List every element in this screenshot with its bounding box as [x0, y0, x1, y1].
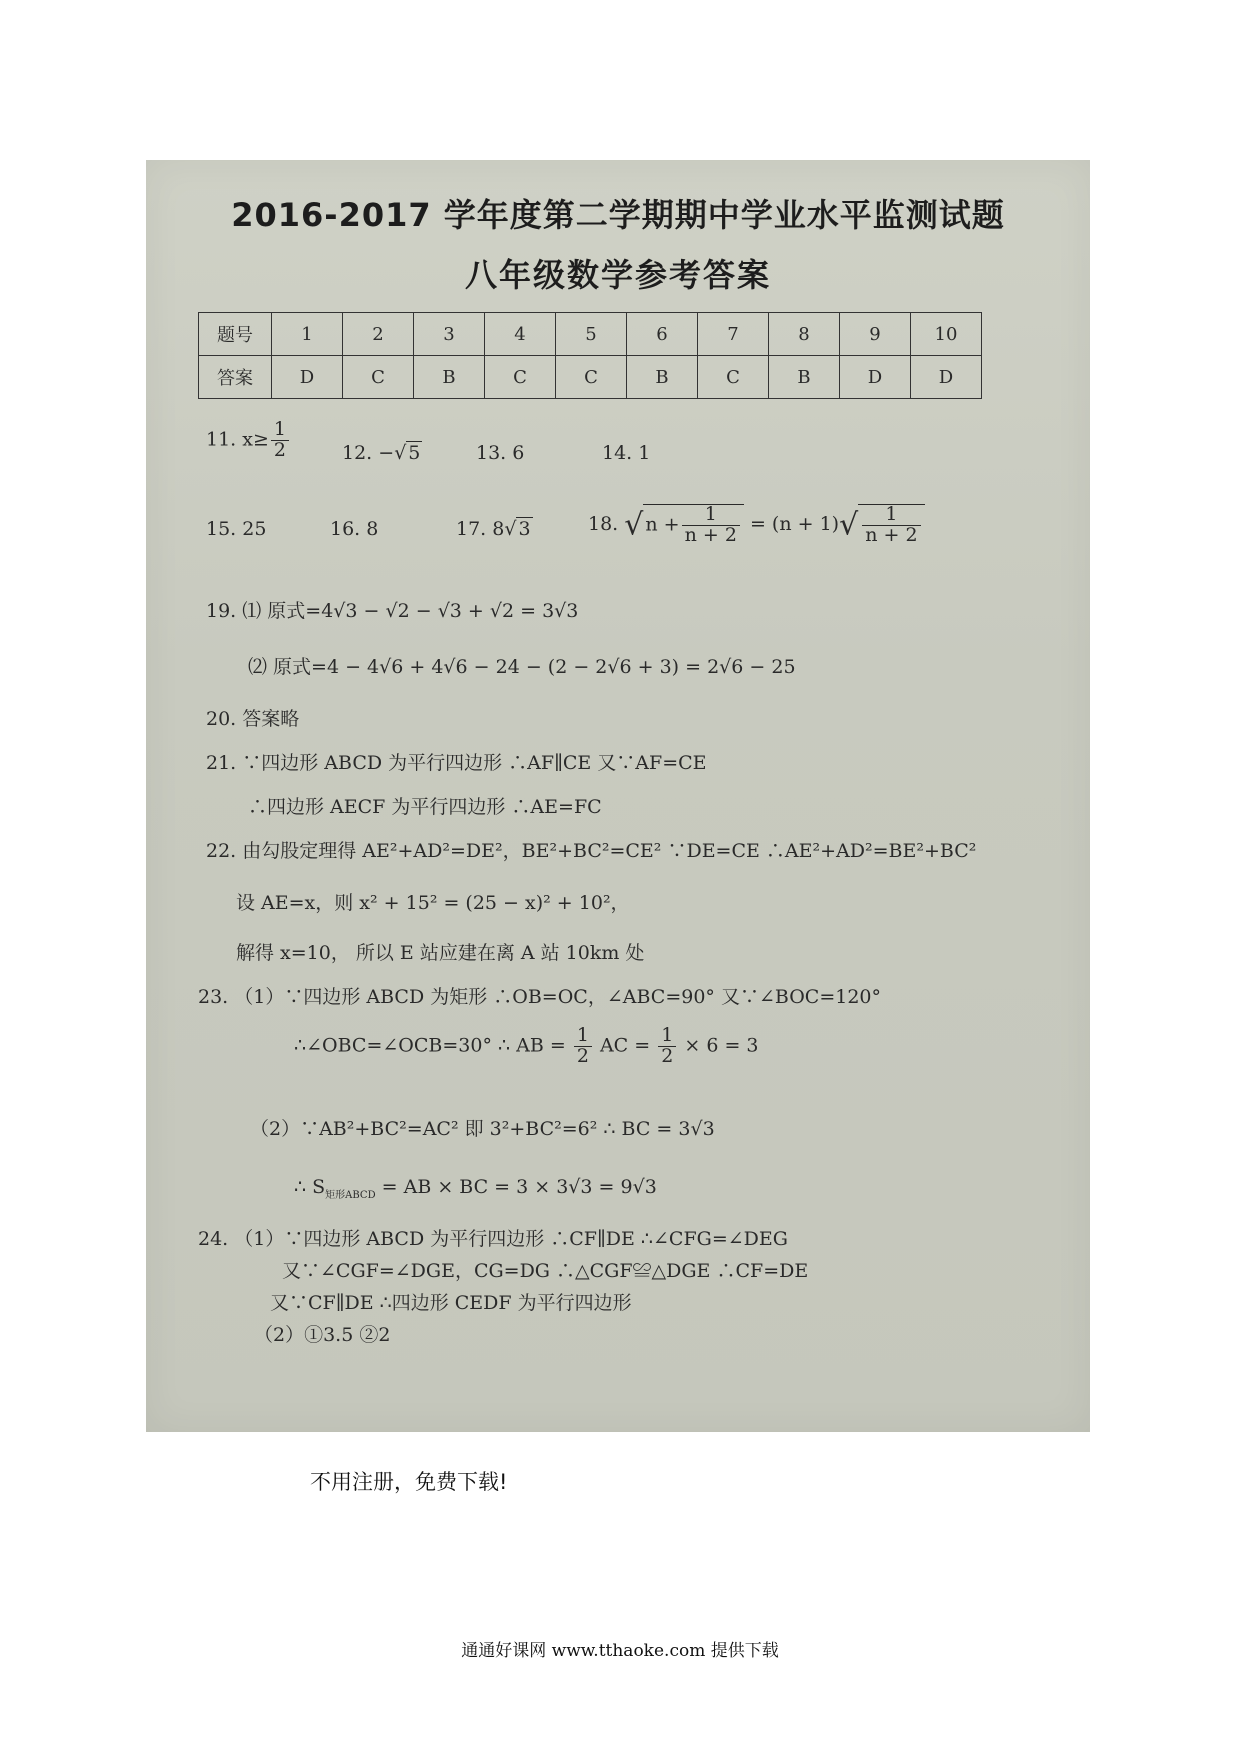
answer-21-line-2: ∴四边形 AECF 为平行四边形 ∴AE=FC	[248, 796, 602, 818]
sqrt-expression: √ n + $\frac{1}{n + 2}$	[624, 504, 744, 546]
expression-term: ∴∠OBC=∠OCB=30° ∴ AB =	[294, 1034, 566, 1057]
table-cell: 7	[698, 313, 769, 356]
answer-18-label: 18.	[588, 512, 619, 535]
site-footer: 通通好课网 www.tthaoke.com 提供下载	[461, 1641, 779, 1661]
table-cell: 10	[911, 313, 982, 356]
answer-24-line-4: （2）①3.5 ②2	[254, 1324, 391, 1346]
sqrt-expression: √ 5	[394, 442, 421, 464]
answer-18	[588, 504, 925, 546]
fraction	[271, 420, 289, 461]
answer-23-line-1: 23. （1）∵四边形 ABCD 为矩形 ∴OB=OC，∠ABC=90° 又∵∠BOC=120°	[198, 986, 882, 1008]
answer-row	[199, 356, 982, 399]
table-cell: 5	[556, 313, 627, 356]
answer-16: 16. 8	[330, 518, 379, 540]
answer-23-line-4	[294, 1176, 657, 1201]
expression-term: × 6 = 3	[684, 1034, 759, 1057]
answer-sheet-photo	[146, 160, 1090, 1432]
free-download-note: 不用注册，免费下载!	[310, 1470, 508, 1494]
table-cell: 2	[343, 313, 414, 356]
fraction	[658, 1026, 676, 1067]
document-title: 2016-2017 学年度第二学期期中学业水平监测试题	[231, 196, 1005, 234]
table-cell: D	[840, 356, 911, 399]
answer-22-line-2: 设 AE=x，则 x² + 15² = (25 − x)² + 10²，	[236, 892, 630, 914]
table-cell: B	[414, 356, 485, 399]
table-cell: C	[343, 356, 414, 399]
fraction-denominator: 2	[661, 1044, 674, 1067]
answer-20: 20. 答案略	[206, 708, 300, 730]
answer-23-line-2	[294, 1026, 759, 1067]
expression-middle: = (n + 1)	[749, 512, 840, 535]
fraction-numerator: 1	[862, 505, 920, 526]
table-cell: C	[698, 356, 769, 399]
expression-term: ∴ S	[294, 1176, 326, 1198]
fraction-numerator: 1	[574, 1026, 592, 1047]
question-number-row	[199, 313, 982, 356]
answer-19-part-1: 19. ⑴ 原式=4√3 − √2 − √3 + √2 = 3√3	[206, 600, 579, 622]
fraction-numerator: 1	[658, 1026, 676, 1047]
answer-14: 14. 1	[602, 442, 651, 464]
answer-22-line-3: 解得 x=10， 所以 E 站应建在离 A 站 10km 处	[236, 942, 645, 964]
table-answer-label: 答案	[199, 356, 272, 399]
sqrt-expression: √ $\frac{1}{n + 2}$	[839, 504, 924, 546]
table-header-label: 题号	[199, 313, 272, 356]
table-cell: 3	[414, 313, 485, 356]
table-cell: C	[485, 356, 556, 399]
table-cell: 4	[485, 313, 556, 356]
radicand: 3	[518, 518, 531, 540]
fraction-denominator: n + 2	[865, 523, 918, 546]
subscript: 矩形ABCD	[325, 1189, 376, 1201]
expression-term: AC =	[599, 1034, 651, 1057]
table-cell: D	[911, 356, 982, 399]
multiple-choice-answer-table	[198, 312, 982, 399]
answer-13: 13. 6	[476, 442, 525, 464]
table-cell: B	[627, 356, 698, 399]
answer-12	[342, 442, 422, 464]
sqrt-expression: √ 3	[504, 518, 531, 540]
table-cell: 6	[627, 313, 698, 356]
fraction-denominator: 2	[576, 1044, 589, 1067]
table-cell: 1	[272, 313, 343, 356]
answer-24-line-3: 又∵CF∥DE ∴四边形 CEDF 为平行四边形	[270, 1292, 632, 1314]
answer-15: 15. 25	[206, 518, 267, 540]
answer-19-part-2: ⑵ 原式=4 − 4√6 + 4√6 − 24 − (2 − 2√6 + 3) = 2√6 − 25	[248, 656, 796, 678]
fraction-denominator: n + 2	[684, 523, 737, 546]
answer-24-line-2: 又∵∠CGF=∠DGE，CG=DG ∴△CGF≌△DGE ∴CF=DE	[282, 1260, 809, 1282]
fraction	[862, 505, 920, 546]
fraction	[574, 1026, 592, 1067]
table-cell: D	[272, 356, 343, 399]
radicand: 5	[408, 442, 421, 464]
fraction-numerator: 1	[271, 420, 289, 441]
table-cell: 8	[769, 313, 840, 356]
expression-term: = AB × BC = 3 × 3√3 = 9√3	[375, 1176, 657, 1198]
table-cell: C	[556, 356, 627, 399]
answer-23-line-3: （2）∵AB²+BC²=AC² 即 3²+BC²=6² ∴ BC = 3√3	[250, 1118, 715, 1140]
answer-11	[206, 420, 291, 461]
answer-17-prefix: 17. 8	[456, 518, 505, 540]
fraction-numerator: 1	[682, 505, 740, 526]
answer-17	[456, 518, 533, 540]
fraction	[682, 505, 740, 546]
fraction-denominator: 2	[273, 438, 286, 461]
expression-term: n +	[645, 513, 680, 536]
answer-22-line-1: 22. 由勾股定理得 AE²+AD²=DE²，BE²+BC²=CE² ∵DE=CE ∴AE²+AD²=BE²+BC²	[206, 840, 977, 862]
document-subtitle: 八年级数学参考答案	[464, 256, 771, 294]
answer-21-line-1: 21. ∵四边形 ABCD 为平行四边形 ∴AF∥CE 又∵AF=CE	[206, 752, 707, 774]
answer-11-prefix: 11. x≥	[206, 428, 269, 451]
table-cell: B	[769, 356, 840, 399]
answer-12-prefix: 12. −	[342, 442, 395, 464]
table-cell: 9	[840, 313, 911, 356]
answer-24-line-1: 24. （1）∵四边形 ABCD 为平行四边形 ∴CF∥DE ∴∠CFG=∠DEG	[198, 1228, 788, 1250]
